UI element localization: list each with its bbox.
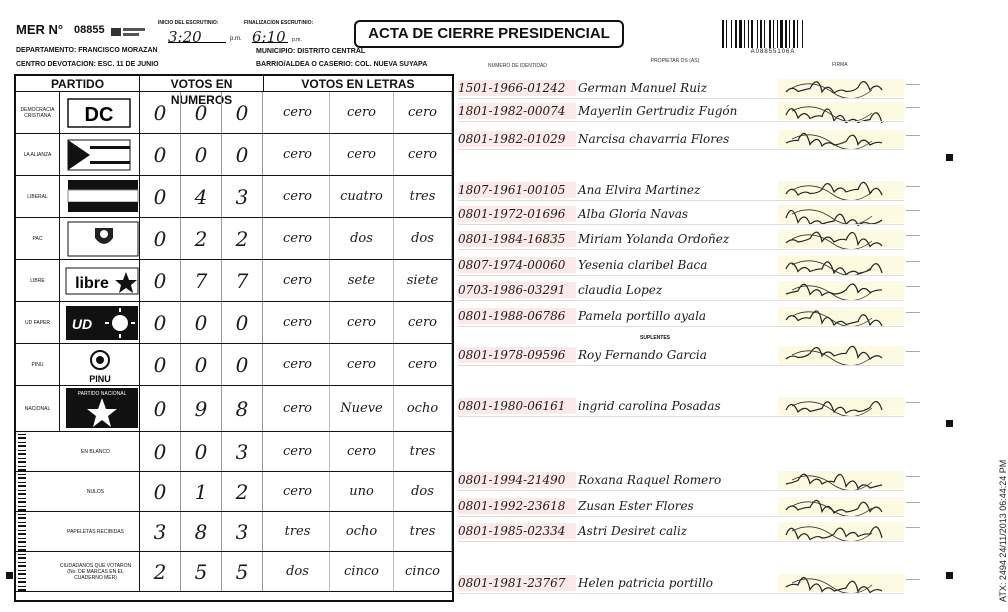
vote-word: cero — [330, 432, 394, 471]
row-marker — [906, 235, 920, 236]
vote-digit: 5 — [222, 552, 263, 591]
party-name: LA ALIANZA — [16, 134, 60, 175]
signature-icon — [782, 468, 902, 492]
vote-digit: 7 — [222, 260, 263, 301]
vote-digit: 0 — [140, 302, 181, 343]
member-signature — [778, 574, 904, 592]
row-divider — [458, 365, 904, 366]
member-dni: 1807-1961-00105 — [458, 182, 576, 198]
row-label — [16, 512, 140, 551]
vote-digit: 0 — [222, 344, 263, 385]
header-votos-numeros: VOTOS EN NUMEROS — [140, 76, 264, 91]
vote-digit: 9 — [181, 386, 222, 431]
row-marker — [906, 579, 920, 580]
vote-word: cero — [266, 472, 330, 511]
row-label — [16, 432, 140, 471]
vote-word: dos — [266, 552, 330, 591]
departamento: DEPARTAMENTO: FRANCISCO MORAZAN — [16, 47, 158, 54]
member-name: Helen patricia portillo — [578, 576, 714, 590]
document-title: ACTA DE CIERRE PRESIDENCIAL — [354, 20, 624, 48]
member-name: Alba Gloria Navas — [578, 207, 689, 221]
column-header-dni: NUMERO DE IDENTIDAD — [488, 63, 547, 69]
signature-icon — [782, 178, 902, 202]
signature-icon — [782, 278, 902, 302]
vote-word: cero — [394, 134, 452, 175]
row-label — [16, 472, 140, 511]
party-name: LIBERAL — [16, 176, 60, 217]
row-divider — [458, 516, 904, 517]
member-dni: 0801-1978-09596 — [458, 347, 576, 363]
vote-word: tres — [394, 432, 452, 471]
side-barcode-icon — [18, 472, 26, 511]
vote-digit: 0 — [181, 344, 222, 385]
vote-word: cero — [266, 302, 330, 343]
signature-icon — [782, 127, 902, 151]
barcode-text: A08855106A — [750, 49, 796, 55]
row-divider — [458, 224, 904, 225]
vote-digit: 2 — [181, 218, 222, 259]
vote-row — [16, 512, 452, 552]
vote-digit: 8 — [222, 386, 263, 431]
party-logo-icon — [60, 134, 140, 175]
suplentes-label: SUPLENTES — [640, 335, 671, 341]
member-name: Ana Elvira Martinez — [578, 183, 701, 197]
row-marker — [906, 135, 920, 136]
vote-digit: 8 — [181, 512, 222, 551]
vote-digit: 0 — [140, 218, 181, 259]
member-signature — [778, 79, 904, 97]
member-dni: 0801-1972-01696 — [458, 206, 576, 222]
party-logo-icon — [60, 386, 140, 431]
member-signature — [778, 397, 904, 415]
signature-icon — [782, 494, 902, 518]
votes-table-header — [16, 76, 452, 107]
vote-word: cero — [266, 92, 330, 133]
scan-stamp: ATX: 2494 24/11/2013 06:44:24 PM — [998, 459, 1008, 602]
member-signature — [778, 102, 904, 120]
member-signature — [778, 130, 904, 148]
svg-text:DC: DC — [84, 104, 114, 126]
signature-icon — [782, 202, 902, 226]
vote-word: cero — [330, 302, 394, 343]
row-marker — [906, 351, 920, 352]
member-dni: 0801-1980-06161 — [458, 398, 576, 414]
registration-mark-icon — [946, 154, 953, 161]
row-divider — [458, 300, 904, 301]
member-signature — [778, 346, 904, 364]
centro-votacion: CENTRO DEVOTACION: ESC. 11 DE JUNIO — [16, 61, 159, 68]
vote-digit: 0 — [140, 432, 181, 471]
svg-text:PINU: PINU — [89, 374, 111, 384]
row-divider — [458, 149, 904, 150]
vote-digit: 2 — [222, 472, 263, 511]
vote-word: cero — [266, 134, 330, 175]
vote-row — [16, 260, 452, 302]
member-dni: 1501-1966-01242 — [458, 80, 576, 96]
row-marker — [906, 312, 920, 313]
row-divider — [458, 416, 904, 417]
vote-row — [16, 432, 452, 472]
vote-digit: 3 — [222, 176, 263, 217]
vote-digit: 0 — [181, 432, 222, 471]
member-name: Yesenia claribel Baca — [578, 258, 708, 272]
party-logo-icon — [60, 344, 140, 385]
vote-word: uno — [330, 472, 394, 511]
registration-mark-icon — [6, 572, 13, 579]
vote-word: tres — [394, 512, 452, 551]
row-label — [16, 552, 140, 591]
vote-digit: 1 — [181, 472, 222, 511]
member-name: Pamela portillo ayala — [578, 309, 707, 323]
svg-text:PARTIDO NACIONAL: PARTIDO NACIONAL — [77, 391, 127, 397]
member-name: claudia Lopez — [578, 283, 663, 297]
vote-word: cero — [266, 218, 330, 259]
vote-row — [16, 386, 452, 432]
party-name: PINU — [16, 344, 60, 385]
inicio-value: 3:20 — [168, 28, 226, 43]
row-marker — [906, 84, 920, 85]
row-marker — [906, 261, 920, 262]
member-signature — [778, 522, 904, 540]
row-marker — [906, 210, 920, 211]
member-name: Zusan Ester Flores — [578, 499, 694, 513]
vote-word: tres — [394, 176, 452, 217]
vote-row — [16, 344, 452, 386]
row-marker — [906, 476, 920, 477]
vote-digit: 0 — [222, 302, 263, 343]
member-signature — [778, 307, 904, 325]
mer-number: 08855 — [74, 24, 105, 36]
vote-digit: 2 — [140, 552, 181, 591]
vote-digit: 0 — [222, 134, 263, 175]
row-marker — [906, 402, 920, 403]
vote-digit: 5 — [181, 552, 222, 591]
side-barcode-icon — [18, 432, 26, 471]
header-votos-letras: VOTOS EN LETRAS — [301, 77, 415, 91]
member-dni: 0801-1992-23618 — [458, 498, 576, 514]
row-marker — [906, 502, 920, 503]
vote-digit: 0 — [140, 260, 181, 301]
member-signature — [778, 471, 904, 489]
vote-digit: 3 — [222, 512, 263, 551]
vote-word: cinco — [330, 552, 394, 591]
vote-digit: 4 — [181, 176, 222, 217]
registration-mark-icon — [946, 572, 953, 579]
signature-icon — [782, 343, 902, 367]
vote-word: siete — [394, 260, 452, 301]
member-dni: 0801-1985-02334 — [458, 523, 576, 539]
votes-table — [14, 74, 454, 602]
inicio-unit: p.m. — [230, 36, 242, 42]
vote-digit: 0 — [140, 386, 181, 431]
vote-row — [16, 302, 452, 344]
vote-row — [16, 134, 452, 176]
header-partido: PARTIDO — [16, 76, 140, 91]
member-dni: 1801-1982-00074 — [458, 103, 576, 119]
member-signature — [778, 230, 904, 248]
party-name: NACIONAL — [16, 386, 60, 431]
vote-digit: 7 — [181, 260, 222, 301]
vote-word: sete — [330, 260, 394, 301]
signature-icon — [782, 253, 902, 277]
member-name: ingrid carolina Posadas — [578, 399, 721, 413]
vote-word: dos — [394, 218, 452, 259]
vote-word: ocho — [330, 512, 394, 551]
column-header-propietarios: PROPIETAR OS (AS) — [650, 58, 700, 64]
municipio: MUNICIPIO: DISTRITO CENTRAL — [256, 48, 366, 55]
column-header-firma: FIRMA — [832, 62, 848, 68]
signature-icon — [782, 304, 902, 328]
barcode-icon — [722, 20, 824, 48]
vote-word: dos — [394, 472, 452, 511]
member-name: Roxana Raquel Romero — [578, 473, 722, 487]
mer-label: MER N° — [16, 22, 64, 37]
party-logo-icon — [60, 92, 140, 133]
member-signature — [778, 256, 904, 274]
vote-word: cero — [394, 302, 452, 343]
side-barcode-icon — [18, 512, 26, 551]
vote-digit: 0 — [140, 344, 181, 385]
party-name: DEMOCRACIA CRISTIANA — [16, 92, 60, 133]
vote-word: cero — [266, 432, 330, 471]
row-label-text: PAPELETAS RECIBIDAS — [67, 528, 124, 535]
member-signature — [778, 181, 904, 199]
vote-word: Nueve — [330, 386, 394, 431]
final-value: 6:10 — [252, 28, 288, 43]
vote-row — [16, 92, 452, 134]
vote-word: cero — [394, 344, 452, 385]
signature-icon — [782, 394, 902, 418]
party-logo-icon — [60, 218, 140, 259]
vote-digit: 0 — [181, 134, 222, 175]
member-dni: 0801-1988-06786 — [458, 308, 576, 324]
vote-row — [16, 552, 452, 592]
row-divider — [458, 249, 904, 250]
member-dni: 0703-1986-03291 — [458, 282, 576, 298]
vote-digit: 0 — [181, 92, 222, 133]
party-logo-icon — [60, 260, 140, 301]
svg-text:libre: libre — [75, 275, 109, 292]
row-label-text: NULOS — [86, 488, 105, 495]
vote-word: cuatro — [330, 176, 394, 217]
side-barcode-icon — [18, 552, 26, 591]
row-marker — [906, 107, 920, 108]
member-signature — [778, 497, 904, 515]
vote-word: dos — [330, 218, 394, 259]
member-name: Mayerlin Gertrudiz Fugón — [578, 104, 738, 118]
member-dni: 0801-1981-23767 — [458, 575, 576, 591]
vote-row — [16, 218, 452, 260]
barrio: BARRIO/ALDEA O CASERIO: COL. NUEVA SUYAPA — [256, 61, 428, 68]
vote-digit: 0 — [140, 176, 181, 217]
svg-text:UD: UD — [71, 316, 93, 332]
vote-word: cero — [330, 92, 394, 133]
vote-row — [16, 176, 452, 218]
party-name: PAC — [16, 218, 60, 259]
vote-digit: 0 — [222, 92, 263, 133]
final-label: FINALIZACION ESCRUTINIO: — [244, 20, 314, 26]
party-name: UD FAPER — [16, 302, 60, 343]
row-marker — [906, 186, 920, 187]
vote-word: cinco — [394, 552, 452, 591]
vote-digit: 0 — [140, 134, 181, 175]
member-signature — [778, 281, 904, 299]
party-logo-icon — [60, 302, 140, 343]
vote-digit: 0 — [140, 92, 181, 133]
row-divider — [458, 490, 904, 491]
vote-digit: 2 — [222, 218, 263, 259]
row-divider — [458, 593, 904, 594]
vote-word: cero — [266, 176, 330, 217]
vote-word: ocho — [394, 386, 452, 431]
member-dni: 0801-1994-21490 — [458, 472, 576, 488]
vote-digit: 3 — [140, 512, 181, 551]
party-logo-icon — [60, 176, 140, 217]
final-unit: p.m. — [292, 37, 302, 43]
party-name: LIBRE — [16, 260, 60, 301]
row-marker — [906, 527, 920, 528]
member-name: Astri Desiret caliz — [578, 524, 688, 538]
row-divider — [458, 200, 904, 201]
member-dni: 0801-1982-01029 — [458, 131, 576, 147]
vote-digit: 0 — [140, 472, 181, 511]
member-signature — [778, 205, 904, 223]
row-divider — [458, 326, 904, 327]
member-name: Roy Fernando Garcia — [578, 348, 707, 362]
row-label-text: CIUDADANOS QUE VOTARON (No. DE MARCAS EN EL CUADERNO MER) — [59, 562, 132, 581]
vote-digit: 3 — [222, 432, 263, 471]
vote-row — [16, 472, 452, 512]
row-divider — [458, 121, 904, 122]
signature-icon — [782, 571, 902, 595]
signature-icon — [782, 519, 902, 543]
row-marker — [906, 286, 920, 287]
member-name: Narcisa chavarria Flores — [578, 132, 730, 146]
vote-word: cero — [330, 134, 394, 175]
vote-word: cero — [266, 260, 330, 301]
vote-digit: 0 — [181, 302, 222, 343]
signature-icon — [782, 227, 902, 251]
member-dni: 0807-1974-00060 — [458, 257, 576, 273]
vote-word: tres — [266, 512, 330, 551]
vote-word: cero — [266, 344, 330, 385]
member-dni: 0801-1984-16835 — [458, 231, 576, 247]
member-name: German Manuel Ruiz — [578, 81, 708, 95]
row-divider — [458, 541, 904, 542]
signature-icon — [782, 76, 902, 100]
vote-word: cero — [394, 92, 452, 133]
member-name: Miriam Yolanda Ordoñez — [578, 232, 730, 246]
vote-word: cero — [266, 386, 330, 431]
registration-mark-icon — [946, 420, 953, 427]
vote-word: cero — [330, 344, 394, 385]
row-divider — [458, 275, 904, 276]
tse-logo-icon — [110, 26, 146, 38]
row-label-text: EN BLANCO — [81, 448, 110, 455]
inicio-label: INICIO DEL ESCRUTINIO: — [158, 20, 219, 26]
signature-icon — [782, 99, 902, 123]
